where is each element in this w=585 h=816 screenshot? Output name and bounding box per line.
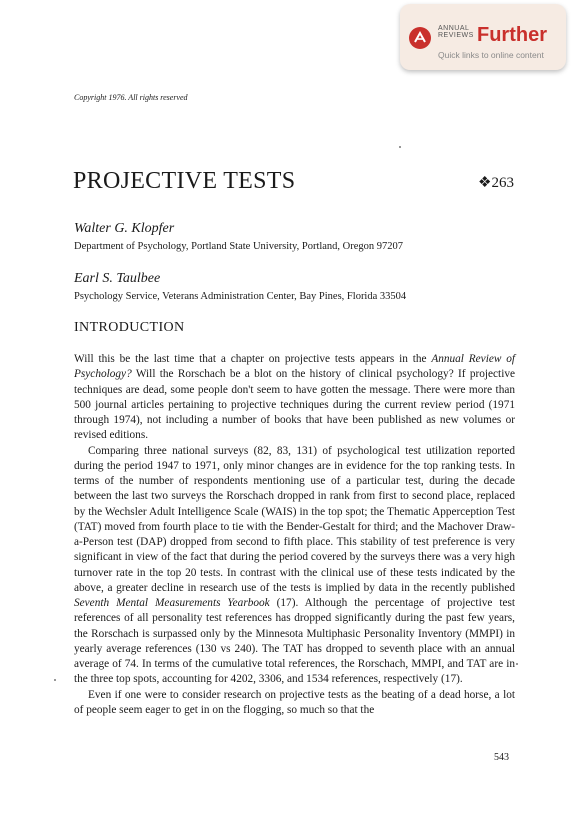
page-number: 543: [494, 752, 509, 763]
author-affiliation: Department of Psychology, Portland State University, Portland, Oregon 97207: [74, 241, 404, 252]
paragraph: Comparing three national surveys (82, 83, 131) of psychological test utilization reported during the period 1947 to 1971, only minor changes are in evidence for the top ranking tests. In terms of the number of respondents mentioning use of a particular test, during the decade between the last two surveys the Rorschach dropped in rank from first to second place, replaced by the Wechsler Adult Intelligence Scale (WAIS) in the top spot; the Thematic Apperception Test (TAT) moved from fourth place to tie with the Bender-Gestalt for third; and the Machover Draw-a-Person test (DAP) dropped from second to fifth place. This stability of test preference is very significant in view of the fact that during the period covered by the surveys there was a very high turnover rate in the top 20 tests. In contrast with the clinical use of these tests indicated by the above, a greater decline in research use of the tests is implied by data in the recently published Seventh Mental Measurements Yearbook (17). Although the percentage of projective test references of all personality test references has dropped significantly during the past few years, the Rorschach is surpassed only by the Minnesota Multiphasic Personality Inventory (MMPI) in yearly average references (130 vs 240). The TAT has dropped to seventh place with an annual average of 74. In terms of the cumulative total references, the Rorschach, MMPI, and TAT are in the three top spots, accounting for 4202, 3306, and 1534 references, respectively (17).: [74, 444, 516, 686]
further-label: Further: [477, 24, 547, 46]
journal-title: Annual Review of Psychology?: [74, 353, 515, 381]
section-heading: INTRODUCTION: [74, 320, 185, 335]
article-title: PROJECTIVE TESTS: [73, 168, 296, 194]
scan-speck: [399, 146, 401, 148]
book-title: Seventh Mental Measurements Yearbook: [74, 597, 270, 609]
article-page-mark: ❖263: [478, 175, 514, 191]
paragraph: Will this be the last time that a chapter on projective tests appears in the Annual Review of Psychology? Will the Rorschach be a blot on the history of clinical psychology? If projective techniques are dead, some people don't seem to have gotten the message. There were more than 500 journal articles pertaining to projective techniques during the current review period (1971 through 1974), not including a number of books that have been published as new volumes or revised editions.: [74, 353, 515, 442]
scan-speck: [516, 663, 518, 665]
quick-links-label: Quick links to online content: [438, 50, 544, 60]
annual-reviews-label: ANNUAL REVIEWS: [438, 25, 474, 39]
author-name: Walter G. Klopfer: [74, 221, 175, 236]
body-text: [74, 352, 515, 718]
paragraph: Even if one were to consider research on projective tests as the beating of a dead horse, a lot of people seem eager to get in on the flogging, so much so that the: [74, 688, 515, 716]
scan-speck: [54, 679, 56, 681]
author-name: Earl S. Taulbee: [74, 271, 161, 286]
author-affiliation: Psychology Service, Veterans Administration Center, Bay Pines, Florida 33504: [74, 291, 407, 302]
annual-reviews-logo-icon: [409, 27, 431, 49]
copyright-line: Copyright 1976. All rights reserved: [74, 93, 188, 102]
further-link-badge[interactable]: [400, 4, 566, 70]
